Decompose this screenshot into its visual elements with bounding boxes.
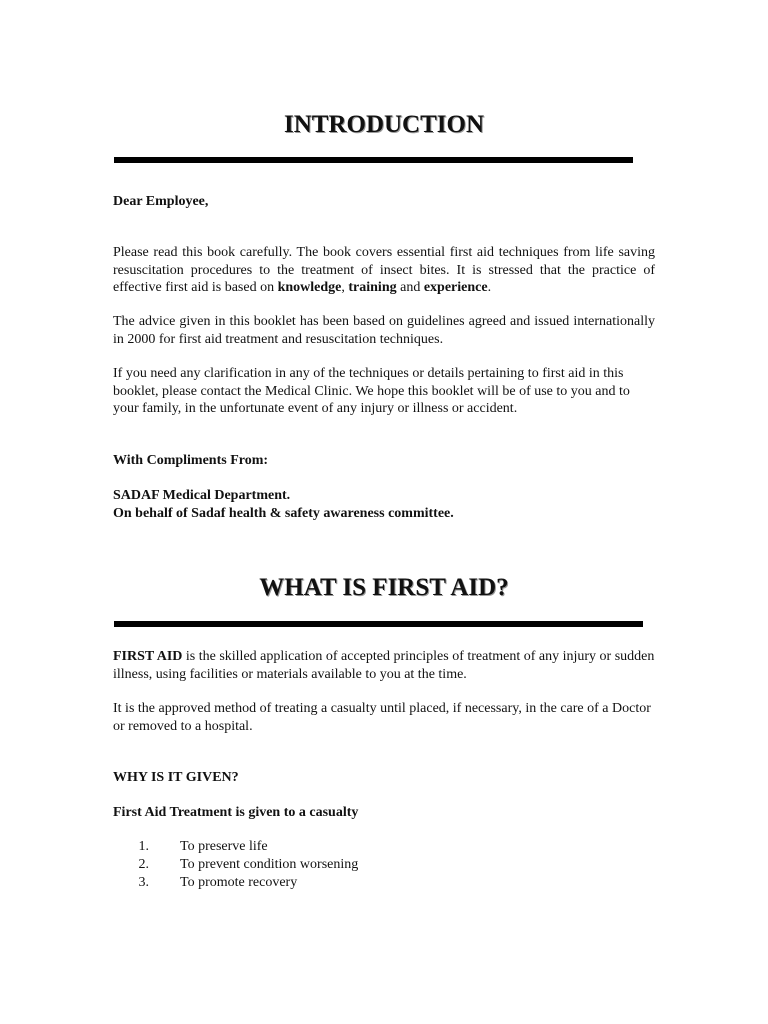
intro-paragraph-1 — [113, 244, 655, 297]
list-item — [113, 874, 655, 892]
first-aid-definition-text: is the skilled application of accepted principles of treatment of any injury or sudden illness, using facilities or materials available to you at the time. — [113, 649, 655, 682]
compliments-label: With Compliments From: — [113, 453, 269, 468]
intro-paragraph-3: If you need any clarification in any of the techniques or details pertaining to first aid in this booklet, please contact the Medical Clinic. We hope this booklet will be of use to you and to your family, in the unfortunate event of any injury or illness or accident. — [113, 366, 630, 416]
separator-1: , — [341, 280, 349, 295]
intro-paragraph-1-text: Please read this book carefully. The book covers essential first aid techniques from life saving resuscitation procedures to the treatment of insect bites. It is stressed that the practice of effective first aid is based on — [113, 245, 655, 295]
first-aid-paragraph-2: It is the approved method of treating a casualty until placed, if necessary, in the care of a Doctor or removed to a hospital. — [113, 701, 651, 734]
intro-heading: INTRODUCTION — [283, 111, 485, 138]
paragraph-1-end: . — [487, 280, 492, 295]
sender-block — [113, 487, 655, 522]
list-item-text: To preserve life — [180, 839, 268, 854]
separator-2: and — [396, 280, 424, 295]
list-item-number: 3. — [138, 875, 149, 890]
list-item-text: To promote recovery — [180, 875, 298, 890]
first-aid-heading: WHAT IS FIRST AID? — [259, 574, 509, 601]
list-item-number: 1. — [138, 839, 149, 854]
sender-line-2: On behalf of Sadaf health & safety awareness committee. — [113, 505, 454, 521]
treatment-list — [113, 838, 655, 892]
first-aid-definition — [113, 648, 655, 683]
intro-paragraph-2: The advice given in this booklet has been based on guidelines agreed and issued internationally in 2000 for first aid treatment and resuscitation techniques. — [113, 314, 655, 347]
intro-rule — [114, 157, 633, 163]
list-item — [113, 856, 655, 874]
first-aid-rule — [114, 621, 643, 627]
treatment-heading: First Aid Treatment is given to a casualty — [113, 805, 359, 820]
list-item-number: 2. — [138, 857, 149, 872]
keyword-experience: experience — [423, 280, 488, 295]
keyword-knowledge: knowledge — [277, 280, 342, 295]
keyword-training: training — [348, 280, 397, 295]
why-heading: WHY IS IT GIVEN? — [113, 770, 239, 785]
list-item — [113, 838, 655, 856]
first-aid-term: FIRST AID — [113, 649, 183, 664]
salutation: Dear Employee, — [113, 194, 209, 209]
sender-line-1: SADAF Medical Department. — [113, 488, 291, 503]
list-item-text: To prevent condition worsening — [180, 857, 359, 872]
